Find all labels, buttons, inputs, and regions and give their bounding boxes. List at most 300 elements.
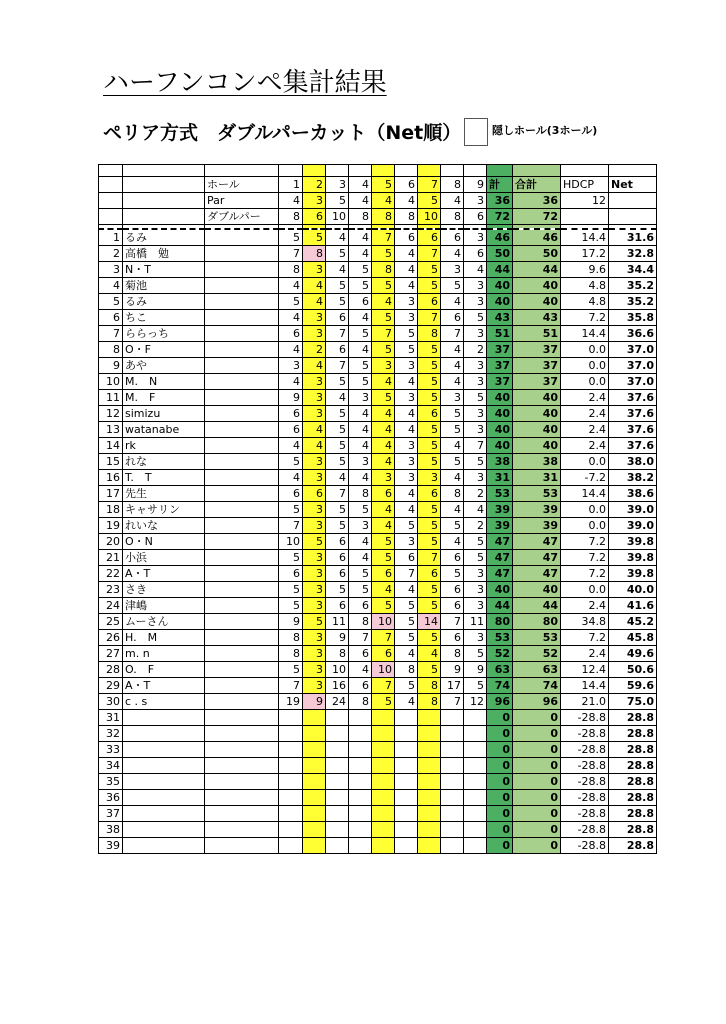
player-row	[99, 837, 657, 853]
total-score: 37	[487, 373, 513, 389]
hdcp-value: 7.2	[561, 533, 609, 549]
hole-score	[303, 789, 326, 805]
hole-score: 4	[349, 661, 372, 677]
hole-score: 4	[303, 437, 326, 453]
hole-score: 5	[418, 597, 441, 613]
player-row	[99, 597, 657, 613]
hole-score: 14	[418, 613, 441, 629]
blank-cell	[205, 789, 279, 805]
total-score: 43	[487, 309, 513, 325]
hole-score: 5	[464, 453, 487, 469]
player-name: るみ	[123, 229, 205, 246]
total-score: 53	[487, 485, 513, 501]
hole-score: 5	[418, 341, 441, 357]
player-row	[99, 709, 657, 725]
hole-score: 4	[372, 501, 395, 517]
player-name	[123, 805, 205, 821]
net-score: 39.0	[609, 501, 657, 517]
hole-score: 6	[349, 597, 372, 613]
net-score: 35.2	[609, 277, 657, 293]
rank-number: 27	[99, 645, 123, 661]
hole-score: 8	[279, 645, 303, 661]
hole-score: 5	[372, 277, 395, 293]
hole-number: 9	[464, 177, 487, 193]
hole-score: 4	[441, 293, 464, 309]
total-score: 50	[487, 245, 513, 261]
hole-score: 3	[464, 629, 487, 645]
hole-score: 5	[372, 245, 395, 261]
gross-score: 31	[513, 469, 561, 485]
hole-score	[464, 821, 487, 837]
hole-score: 7	[441, 325, 464, 341]
hole-score: 5	[349, 277, 372, 293]
hole-score: 4	[395, 405, 418, 421]
hole-score	[441, 757, 464, 773]
net-score: 28.8	[609, 805, 657, 821]
total-score: 74	[487, 677, 513, 693]
gross-score: 0	[513, 805, 561, 821]
gross-score: 0	[513, 837, 561, 853]
player-name: N・T	[123, 261, 205, 277]
hole-score	[303, 805, 326, 821]
hole-score: 7	[418, 309, 441, 325]
hole-number: 7	[418, 177, 441, 193]
total-score: 37	[487, 341, 513, 357]
hole-score	[395, 789, 418, 805]
blank-cell	[464, 165, 487, 177]
rank-number: 20	[99, 533, 123, 549]
player-name: れな	[123, 453, 205, 469]
hole-score: 6	[395, 549, 418, 565]
hole-score	[441, 709, 464, 725]
page-subtitle: ペリア方式 ダブルパーカット（Net順）	[103, 122, 462, 144]
hole-score: 5	[349, 581, 372, 597]
player-row	[99, 245, 657, 261]
total-score: 40	[487, 421, 513, 437]
blank-cell	[205, 693, 279, 709]
hole-score: 9	[464, 661, 487, 677]
hole-score: 7	[372, 629, 395, 645]
par-row	[99, 193, 657, 209]
net-score: 37.6	[609, 437, 657, 453]
hole-score: 4	[395, 501, 418, 517]
hole-number: 4	[349, 177, 372, 193]
rank-number: 17	[99, 485, 123, 501]
player-row	[99, 421, 657, 437]
total-score: 47	[487, 533, 513, 549]
hole-score: 5	[395, 597, 418, 613]
hole-score	[279, 789, 303, 805]
gross-score: 96	[513, 693, 561, 709]
hole-score: 4	[372, 293, 395, 309]
rank-number: 2	[99, 245, 123, 261]
player-row	[99, 453, 657, 469]
hole-score: 6	[279, 405, 303, 421]
hole-score: 4	[326, 389, 349, 405]
hole-score: 4	[349, 437, 372, 453]
net-score: 35.2	[609, 293, 657, 309]
rank-number: 19	[99, 517, 123, 533]
hole-score: 5	[418, 373, 441, 389]
hole-score: 5	[326, 437, 349, 453]
hole-score: 5	[279, 229, 303, 246]
player-name	[123, 821, 205, 837]
hole-score: 7	[326, 485, 349, 501]
hole-score: 6	[326, 565, 349, 581]
hole-score: 2	[464, 517, 487, 533]
rank-number: 39	[99, 837, 123, 853]
player-row	[99, 741, 657, 757]
hole-score: 4	[326, 469, 349, 485]
hole-score: 5	[326, 293, 349, 309]
player-name: 先生	[123, 485, 205, 501]
net-score: 28.8	[609, 757, 657, 773]
blank-cell	[205, 677, 279, 693]
total-score: 51	[487, 325, 513, 341]
hole-score: 7	[279, 245, 303, 261]
blank-cell	[205, 805, 279, 821]
hole-score	[418, 773, 441, 789]
hdcp-value: 12.4	[561, 661, 609, 677]
hole-score: 3	[303, 261, 326, 277]
gross-score: 38	[513, 453, 561, 469]
blank-cell	[99, 165, 123, 177]
net-score: 45.2	[609, 613, 657, 629]
hole-score: 3	[464, 565, 487, 581]
net-label: Net	[609, 177, 657, 193]
hole-score	[372, 757, 395, 773]
player-name: H. M	[123, 629, 205, 645]
hole-score: 5	[464, 677, 487, 693]
hole-score	[372, 837, 395, 853]
hdcp-value: 4.8	[561, 293, 609, 309]
hole-score: 3	[441, 389, 464, 405]
hole-score: 3	[303, 405, 326, 421]
hole-score: 5	[441, 421, 464, 437]
hole-score: 4	[349, 341, 372, 357]
player-name	[123, 741, 205, 757]
par-value: 4	[441, 193, 464, 209]
hole-score	[395, 741, 418, 757]
hole-score: 9	[279, 389, 303, 405]
blank-cell	[205, 437, 279, 453]
hole-score: 3	[303, 629, 326, 645]
hole-score	[303, 821, 326, 837]
hdcp-value: 17.2	[561, 245, 609, 261]
hole-score	[279, 741, 303, 757]
hole-score	[349, 725, 372, 741]
hdcp-value: 0.0	[561, 357, 609, 373]
blank-cell	[205, 837, 279, 853]
hole-score: 5	[326, 421, 349, 437]
hole-score: 8	[303, 245, 326, 261]
hole-score: 5	[418, 533, 441, 549]
hole-score	[303, 773, 326, 789]
hole-score: 4	[395, 485, 418, 501]
net-score: 45.8	[609, 629, 657, 645]
hole-score	[303, 837, 326, 853]
hole-score: 4	[395, 373, 418, 389]
rank-number: 6	[99, 309, 123, 325]
hole-score: 7	[279, 517, 303, 533]
net-score: 37.6	[609, 389, 657, 405]
hole-score: 4	[349, 469, 372, 485]
hole-score	[326, 773, 349, 789]
hole-score	[464, 741, 487, 757]
blank-cell	[205, 293, 279, 309]
hole-score: 5	[418, 581, 441, 597]
hdcp-value: 7.2	[561, 565, 609, 581]
hole-score	[372, 821, 395, 837]
hole-score	[418, 805, 441, 821]
hole-score: 3	[303, 565, 326, 581]
net-score: 37.6	[609, 421, 657, 437]
net-score: 37.0	[609, 373, 657, 389]
gross-score: 37	[513, 373, 561, 389]
hole-score: 6	[326, 549, 349, 565]
player-name: T. T	[123, 469, 205, 485]
hole-score	[464, 789, 487, 805]
player-name: ららっち	[123, 325, 205, 341]
blank-cell	[205, 517, 279, 533]
player-name: A・T	[123, 677, 205, 693]
double-par-gross: 72	[513, 209, 561, 225]
hole-score: 3	[303, 661, 326, 677]
hole-score: 3	[303, 325, 326, 341]
hole-score	[326, 725, 349, 741]
hole-score: 7	[464, 437, 487, 453]
total-score: 40	[487, 437, 513, 453]
total-score: 0	[487, 821, 513, 837]
hole-score: 11	[326, 613, 349, 629]
hole-score	[372, 805, 395, 821]
player-row	[99, 277, 657, 293]
player-row	[99, 629, 657, 645]
hole-score: 2	[464, 485, 487, 501]
player-row	[99, 757, 657, 773]
gross-score: 53	[513, 629, 561, 645]
hole-score: 3	[372, 469, 395, 485]
hole-score	[372, 709, 395, 725]
par-value: 4	[372, 193, 395, 209]
player-name: M. N	[123, 373, 205, 389]
hole-score: 3	[464, 597, 487, 613]
hole-score: 5	[303, 229, 326, 246]
hole-score	[395, 757, 418, 773]
hole-score: 5	[279, 293, 303, 309]
rank-number: 37	[99, 805, 123, 821]
double-par-value: 8	[395, 209, 418, 225]
hole-score: 3	[303, 549, 326, 565]
hole-score: 5	[418, 277, 441, 293]
gross-score: 39	[513, 501, 561, 517]
blank-cell	[205, 597, 279, 613]
hole-score: 4	[349, 405, 372, 421]
page-title: ハーフンコンペ集計結果	[103, 68, 387, 98]
hole-score: 4	[441, 245, 464, 261]
hdcp-value: -28.8	[561, 821, 609, 837]
net-score: 39.8	[609, 565, 657, 581]
blank-cell	[205, 773, 279, 789]
hole-score: 4	[441, 357, 464, 373]
hole-score	[326, 741, 349, 757]
double-par-value: 8	[279, 209, 303, 225]
hole-score: 5	[326, 581, 349, 597]
hdcp-value: 2.4	[561, 421, 609, 437]
hole-score	[326, 837, 349, 853]
hole-score	[326, 789, 349, 805]
hole-score: 4	[279, 309, 303, 325]
hole-score: 4	[372, 373, 395, 389]
hole-score: 7	[326, 325, 349, 341]
hole-score: 5	[418, 453, 441, 469]
hole-score	[279, 821, 303, 837]
rank-number: 11	[99, 389, 123, 405]
hole-score: 11	[464, 613, 487, 629]
hole-score: 8	[441, 645, 464, 661]
player-name: 津嶋	[123, 597, 205, 613]
hole-score: 8	[418, 677, 441, 693]
hole-score: 3	[349, 389, 372, 405]
hole-score: 6	[372, 645, 395, 661]
hole-score: 4	[395, 645, 418, 661]
hole-score: 5	[372, 341, 395, 357]
par-value: 3	[303, 193, 326, 209]
rank-number: 15	[99, 453, 123, 469]
hole-score: 3	[395, 309, 418, 325]
hole-score: 10	[326, 661, 349, 677]
blank-cell	[123, 193, 205, 209]
rank-number: 21	[99, 549, 123, 565]
hole-score: 5	[395, 677, 418, 693]
hdcp-value: 2.4	[561, 405, 609, 421]
blank-cell	[372, 165, 395, 177]
hole-score	[326, 757, 349, 773]
gross-score: 40	[513, 405, 561, 421]
net-score: 38.0	[609, 453, 657, 469]
blank-cell	[99, 209, 123, 225]
blank-cell	[326, 165, 349, 177]
hole-score: 10	[372, 613, 395, 629]
player-row	[99, 613, 657, 629]
hole-score: 8	[349, 485, 372, 501]
net-score: 38.2	[609, 469, 657, 485]
net-score: 28.8	[609, 821, 657, 837]
rank-number: 3	[99, 261, 123, 277]
hole-score: 4	[441, 533, 464, 549]
hole-score: 5	[418, 261, 441, 277]
hdcp-value: 7.2	[561, 629, 609, 645]
hole-score: 5	[279, 597, 303, 613]
hole-score: 4	[441, 469, 464, 485]
hole-score: 3	[395, 533, 418, 549]
blank-cell	[205, 469, 279, 485]
hdcp-value: -7.2	[561, 469, 609, 485]
hole-score: 5	[441, 277, 464, 293]
hole-score: 5	[372, 693, 395, 709]
hole-score: 3	[303, 597, 326, 613]
rank-number: 24	[99, 597, 123, 613]
hole-score: 7	[349, 629, 372, 645]
hole-score: 6	[372, 485, 395, 501]
hole-score: 4	[349, 309, 372, 325]
hole-score: 7	[279, 677, 303, 693]
hole-score: 3	[303, 453, 326, 469]
hole-score	[395, 725, 418, 741]
hole-score	[441, 821, 464, 837]
hole-score: 4	[395, 261, 418, 277]
hole-score: 5	[279, 661, 303, 677]
hdcp-value: -28.8	[561, 725, 609, 741]
total-score: 40	[487, 405, 513, 421]
hole-score: 3	[303, 309, 326, 325]
rank-number: 5	[99, 293, 123, 309]
hole-score: 8	[372, 261, 395, 277]
hole-score	[441, 789, 464, 805]
gross-score: 63	[513, 661, 561, 677]
player-row	[99, 533, 657, 549]
hole-score: 10	[372, 661, 395, 677]
net-score: 59.6	[609, 677, 657, 693]
blank-cell	[205, 421, 279, 437]
blank-cell	[303, 165, 326, 177]
hole-score: 4	[372, 581, 395, 597]
hole-score	[418, 725, 441, 741]
hole-score: 7	[395, 565, 418, 581]
double-par-value: 8	[372, 209, 395, 225]
hole-score: 3	[395, 437, 418, 453]
player-row	[99, 373, 657, 389]
net-score: 40.0	[609, 581, 657, 597]
blank-cell	[205, 245, 279, 261]
hdcp-value: -28.8	[561, 741, 609, 757]
total-score: 0	[487, 725, 513, 741]
hole-score	[464, 805, 487, 821]
hole-score: 4	[326, 261, 349, 277]
rank-number: 4	[99, 277, 123, 293]
hole-score	[326, 821, 349, 837]
player-name: ちこ	[123, 309, 205, 325]
player-row	[99, 549, 657, 565]
hole-score: 3	[464, 277, 487, 293]
net-score: 38.6	[609, 485, 657, 501]
hole-score: 4	[372, 421, 395, 437]
rank-number: 14	[99, 437, 123, 453]
hole-score: 4	[349, 549, 372, 565]
par-value: 4	[349, 193, 372, 209]
rank-number: 30	[99, 693, 123, 709]
double-par-row	[99, 209, 657, 225]
hole-score	[303, 741, 326, 757]
blank-cell	[205, 629, 279, 645]
hole-score: 3	[303, 501, 326, 517]
gross-score: 44	[513, 597, 561, 613]
net-score: 28.8	[609, 741, 657, 757]
hdcp-value: 2.4	[561, 645, 609, 661]
hole-score: 5	[349, 565, 372, 581]
hole-score	[303, 725, 326, 741]
blank-cell	[205, 581, 279, 597]
hole-score: 6	[418, 405, 441, 421]
player-row	[99, 293, 657, 309]
hole-score: 5	[326, 277, 349, 293]
hole-score	[349, 805, 372, 821]
blank-cell	[123, 177, 205, 193]
double-par-value: 6	[303, 209, 326, 225]
total-score: 40	[487, 389, 513, 405]
hdcp-value: 9.6	[561, 261, 609, 277]
hole-score: 4	[349, 245, 372, 261]
